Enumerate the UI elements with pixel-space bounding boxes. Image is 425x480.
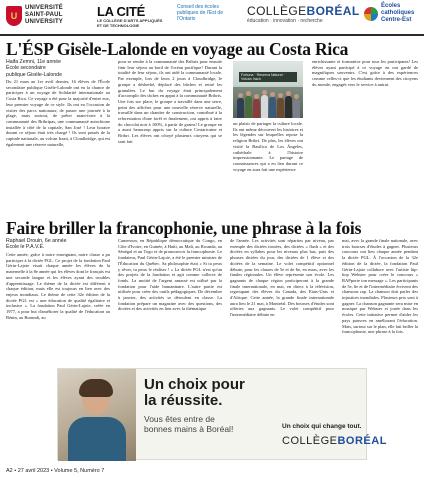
ad-headline: Un choix pour la réussite. bbox=[144, 376, 245, 409]
article2-column-2: Cameroun, en République démocratique du Congo, en Côte d'Ivoire, en Guinée, à Haïti, au Mali, au Rwanda, au Sénégal et au Togo et de promouvoir la francophonie. Le fondateur, Paul Gérin-Lajoie, a été le premier ministre de l'Éducation du Québec. Sa philosophie était « Si tu peux y rêver, tu peux le réaliser ! » La dictée PGL n'est qu'un des projets de la fondation et agit comme collecte de fonds. La moitié de l'argent amassé est utilisé par la fondation pour l'aide humanitaire. L'autre partie est utilisée pour créer des outils pédagogiques. De décembre à janvier, des activités se déroulent en classe. La fondation prépare un magazine avec des questions, des dictées et des activités en lien avec la thématique bbox=[118, 238, 222, 312]
la-cite-logo bbox=[97, 5, 163, 28]
article1-headline: L'ÉSP Gisèle-Lalonde en voyage au Costa Rica bbox=[6, 39, 349, 59]
article1-column-3: un plaisir de partager la culture locale. Ils ont même découvert les histoires et les légendes sur lesquelles repose la religion Bribri. De plus, les élèves ont visité la Basilica de Los Ángeles, cathédrale à l'histoire impressionnante. Le partage de connaissances qui a eu lieu durant ce voyage en aura fait une expérience bbox=[233, 121, 303, 172]
ad-photo-hair bbox=[79, 379, 113, 397]
photo-banner: Fortuna · Reserva Natural · Volcán Irazú bbox=[239, 72, 297, 82]
college-boreal-logo bbox=[247, 5, 360, 24]
photo-person bbox=[285, 96, 292, 118]
photo-person bbox=[293, 99, 300, 118]
ecoles-catholiques-logo bbox=[364, 3, 425, 24]
article2-column-3: de l'année. Les activités sont réparties par niveau, par exemple des dictées trouées, des dictées « flash » et des dictées en syllabes pour les niveaux plus bas, puis des phrases dictées du jour, des dictées de 1 élève et des dictées de la semaine. Le volet compétitif optionnel débute, pour les classes de 5e et de 6e, en mars, avec les finales régionales. Un élève représente son école. Les gagnants de chaque région participeront à la grande finale internationale, en mai, en direct à la télévision, regroupant des élèves du Canada, des Etats-Unis et d'Afrique. Cette année, la grande finale internationale aura lieu le 21 mai, à Montréal. Des bourses d'études sont offertes aux gagnants. Le volet compétitif pour l'intermédiaire débute en bbox=[230, 238, 334, 318]
article1-column-2: pour se rendre à la communauté des Bribris pour ensuite finir leur séjour au bord de l'océan pacifique! Durant la totalité de leur séjour, ils ont aidé la communauté locale. Par exemple, lors de leurs 2 jours à Cloudbridge, le groupe a désherbé, déplacé des bûches et retiré les granulées. Le but du voyage était principalement d'accomplir des tâches en appui à la communauté Bribris. Une fois sur place, le groupe a travaillé dans une serre, peint des affiches pour une nouvelle réserve naturelle, travaillé dans un chantier de construction, contribué à la reforestation d'une forêt et finalement, ont appris à faire du chocolat noir à 100%, à partir de grains! Le groupe en a aussi beaucoup appris sur la culture Costaricaine et Bribri. Les élèves ont côtoyé plusieurs citoyens qui se sont fait bbox=[118, 59, 222, 144]
ad-subtext: Vous êtes entre de bonnes mains à Boréal! bbox=[144, 414, 234, 434]
photo-person bbox=[245, 96, 252, 118]
cepeo-logo: Conseil des écoles publiques de l'Est de l'Ontario bbox=[177, 4, 223, 22]
ad-student-photo bbox=[58, 369, 136, 461]
photo-person bbox=[261, 95, 268, 118]
article2-column-4: mai, avec la grande finale nationale, avec trois bourses d'études à gagner. Plusieurs concours ont lieu chaque année pendant la dictée PGL. À l'occasion de la 32e édition de la dictée, la fondation Paul Gérin-Lajoie collabore avec l'artiste hip-hop Webster pour créer le concours « RAPporte ton message ». Les participants de 5e, 6e et de l'intermédiaire écrivent des chansons rap. La chanson doit parler des injustices mondiales. Plusieurs prix sont à gagner. La chanson gagnante sera mise en musique par Webster et jouée dans les écoles. Cette initiative permet d'aider les pays pauvres en améliorant l'éducation. Mais, surtout sur le plan, elle fait briller la francophonie, une phrase à la fois. bbox=[342, 238, 418, 335]
la-cite-name: LA CITÉ bbox=[97, 4, 145, 19]
ad-brand-logo: COLLÈGEBORÉAL bbox=[282, 435, 387, 447]
page-footer: A2 • 27 avril 2023 • Volume 5, Numéro 7 bbox=[6, 468, 105, 474]
college-boreal-advertisement[interactable] bbox=[57, 368, 387, 460]
article1-author: Haifa Zemni, 11e année bbox=[6, 59, 61, 65]
photo-person bbox=[253, 99, 260, 118]
article2-school: École le P.A.V.É. bbox=[6, 244, 45, 251]
article2-author: Raphael Drouin, 6e année bbox=[6, 238, 67, 244]
photo-person bbox=[237, 98, 244, 118]
article2-byline bbox=[6, 238, 106, 251]
sponsor-logo-bar bbox=[0, 0, 424, 36]
boreal-logo-subtitle: éducation · innovation · recherche bbox=[247, 18, 323, 24]
article2-column-1: Cette année, grâce à notre enseignant, notre classe a pu participer à la dictée PGL. Ce projet de la fondation Paul Gérin-Lajoie visait chaque année les élèves de la maternelle à la 8e année qui les élèves dont le français est une seconde langue et les élèves ayant des troubles d'apprentissage. Le thème de la dictée est différent à chaque édition, mais elle est toujours en lien avec des enjeux mondiaux. Le thème de cette 32e édition de la dictée PGL est « une éducation de qualité égalitaire et inclusive ». La fondation Paul Gérin-Lajoie, créée en 1977, a pour but d'améliorer la qualité de l'éducation au Bénin, au Burundi, au bbox=[6, 252, 110, 320]
article1-group-photo bbox=[233, 61, 303, 118]
photo-person bbox=[269, 97, 276, 118]
usp-logo-text: UNIVERSITÉ SAINT-PAUL UNIVERSITY bbox=[25, 5, 64, 25]
usp-shield-icon: U bbox=[6, 6, 22, 26]
article1-column-4: enrichissante et formatrice pour tous les participants! Les élèves ayant participé à ce voyage en ont gardé de magnifiques souvenirs. C'est grâce à des expériences comme celles-ci que les étudiants deviennent des citoyens du monde, engagés vers le service à autrui. bbox=[312, 59, 418, 87]
article1-column-1: Du 21 mars au 1er avril dernier, 16 élèves de l'École secondaire publique Gisèle-Lalonde ont eu la chance de participer à un voyage de Solidarité internationale au Costa Rica. Ce voyage a été pour la majorité d'entre eux, leur premier voyage de ce style. Ils ont eu l'occasion de visiter des parcs nationaux, de passer une journée à la plage, mais surtout, de prêter main-forte à la communauté des Bribrìpas, une communauté autochtone installée à côté de la capitale, San José ! Leur horaire durant ce séjour était très chargé ! Ils sont passés de la capitale nationale, au volcan Irazú, à Cloudbridge, qui est également une réserve naturelle, bbox=[6, 79, 110, 147]
universite-saint-paul-logo bbox=[6, 5, 77, 26]
ad-photo-shirt bbox=[68, 417, 126, 461]
article1-byline bbox=[6, 59, 66, 78]
ad-tagline: Un choix qui change tout. bbox=[282, 423, 362, 430]
article1-school: École secondaire publique Gisèle-Lalonde bbox=[6, 65, 62, 78]
article2-headline: Faire briller la francophonie, une phrase à la fois bbox=[6, 218, 362, 238]
la-cite-subtitle: LE COLLÈGE D'ARTS APPLIQUÉS ET DE TECHNOLOGIE bbox=[97, 18, 163, 28]
boreal-logo-name: COLLÈGEBORÉAL bbox=[247, 4, 360, 18]
photo-person bbox=[277, 98, 284, 118]
catholic-schools-icon bbox=[364, 7, 378, 21]
catholic-schools-text: Écoles catholiques Centre-Est bbox=[381, 3, 415, 23]
